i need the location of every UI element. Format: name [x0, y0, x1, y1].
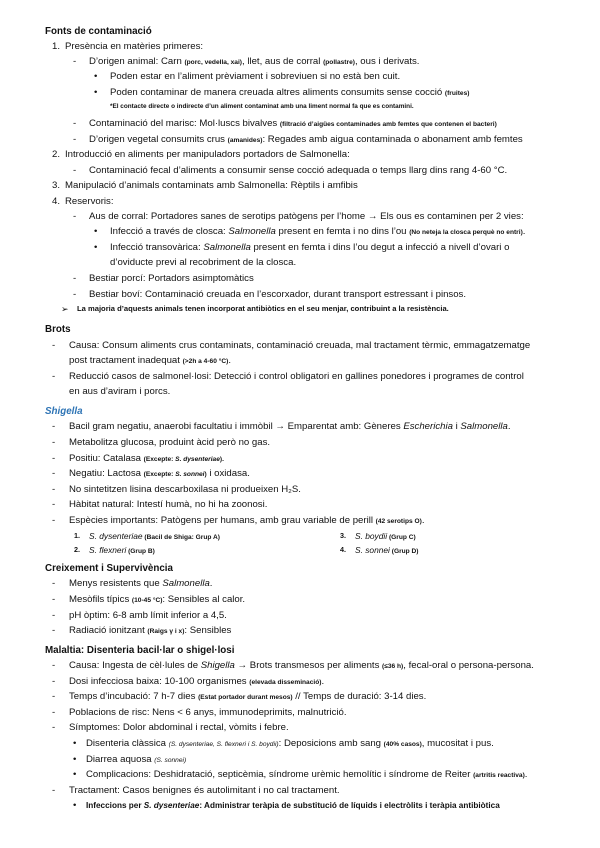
list-item-continuation: post tractament inadequat (>2h a 4-60 °C). [69, 355, 231, 366]
section-heading-fonts: Fonts de contaminació [45, 26, 152, 37]
section-heading-creixement: Creixement i Supervivència [45, 563, 173, 574]
section-heading-shigella: Shigella [45, 406, 83, 417]
document-page: Fonts de contaminació 1. Presència en matèries primeres: - D’origen animal: Carn (porc, vedella, xai), llet, aus de corral (pollastre), ous i derivats. • Poden estar en l’aliment prèviament i sobreviuen si no està ben cuit. • Poden contaminar de manera creuada altres aliments consumits sense cocció (fruites) *El contacte directe o indirecte d’un aliment contaminat amb una liment normal fa que es contamini. - Contaminació del marisc: Mol·luscs bivalves (filtració d’aigües contaminades amb femtes que contenen el bacteri) - D’origen vegetal consumits crus (amanides): Regades amb aigua contaminada o abonament amb femtes 2. Introducció en aliments per manipuladors portadors de Salmonella: - Contaminació fecal d’aliments a consumir sense cocció adequada o temps llarg dins rang 4-60 °C. 3. Manipulació d’animals contaminats amb Salmonella: Rèptils i amfibis 4. Reservoris: - Aus de corral: Portadores sanes de serotips patògens per l’home → Els ous es contaminen per 2 vies: • Infecció a través de closca: Salmonella present en femta i no dins l’ou (No neteja la closca perquè no entri). • Infecció transovàrica: Salmonella present en femta i dins l’ou degut a infecció a nivell d’ovari o d’oviducte previ al recobriment de la closca. - Bestiar porcí: Portadors asimptomàtics - Bestiar boví: Contaminació creuada en l’escorxador, durant transport estressant i pinsos. ➢ La majoria d’aquests animals tenen incorporat antibiòtics en el seu menjar, contribuint a la resistència. Brots - Causa: Consum aliments crus contaminats, contaminació creuada, mal tractament tèrmic, emmagatzematge post tractament inadequat (>2h a 4-60 °C). - Reducció casos de salmonel·losi: Detecció i control obligatori en gallines ponedores i programes de control en aus d’aviram i porcs. Shigella - Bacil gram negatiu, anaerobi facultatiu i immòbil → Emparentat amb: Gèneres Escherichia i Salmonella. - Metabolitza glucosa, produint àcid però no gas. - Positiu: Catalasa (Excepte: S. dysenteriae). - Negatiu: Lactosa (Excepte: S. sonnei) i oxidasa. - No sintetitzen lisina descarboxilasa ni produeixen H₂S. - Hàbitat natural: Intestí humà, no hi ha zoonosi. - Espècies importants: Patògens per humans, amb grau variable de perill (42 serotips O). 1. S. dysenteriae (Bacil de Shiga: Grup A) 2. S. flexneri (Grup B) 3. S. boydii (Grup C) 4. S. sonnei (Grup D) Creixement i Supervivència - Menys resistents que Salmonella. - Mesòfils típics (10-45 °C): Sensibles al calor. - pH òptim: 6-8 amb límit inferior a 4,5. - Radiació ionitzant (Raigs γ i x): Sensibles Malaltia: Disenteria bacil·lar o shigel·losi - Causa: Ingesta de cèl·lules de Shigella → Brots transmesos per aliments (≤36 h), fecal-oral o persona-persona. - Dosi infecciosa baixa: 10-100 organismes (elevada disseminació). - Temps d’incubació: 7 h-7 dies (Estat portador durant mesos) // Temps de duració: 3-14 dies. - Poblacions de risc: Nens < 6 anys, immunodeprimits, malnutrició. - Símptomes: Dolor abdominal i rectal, vòmits i febre. • Disenteria clàssica (S. dysenteriae, S. flexneri i S. boydii): Deposicions amb sang (40% casos), mucositat i pus. • Diarrea aquosa (S. sonnei) • Complicacions: Deshidratació, septicèmia, síndrome urèmic hemolític i síndrome de Reiter (artritis reactiva). - Tractament: Casos benignes és autolimitant i no cal tractament. • Infeccions per S. dysenteriae: Administrar teràpia de substitució de líquids i electròlits i teràpia antibiòtica [45, 26, 534, 811]
list-item-continuation: d’oviducte previ al recobriment de la closca. [110, 257, 297, 268]
section-heading-brots: Brots [45, 324, 71, 335]
list-item-continuation: en aus d’aviram i porcs. [69, 386, 171, 397]
section-heading-malaltia: Malaltia: Disenteria bacil·lar o shigel·losi [45, 645, 235, 656]
arrow-icon: ➢ [61, 304, 69, 314]
note-text: *El contacte directe o indirecte d’un aliment contaminat amb una liment normal fa que es contamini. [110, 103, 414, 110]
